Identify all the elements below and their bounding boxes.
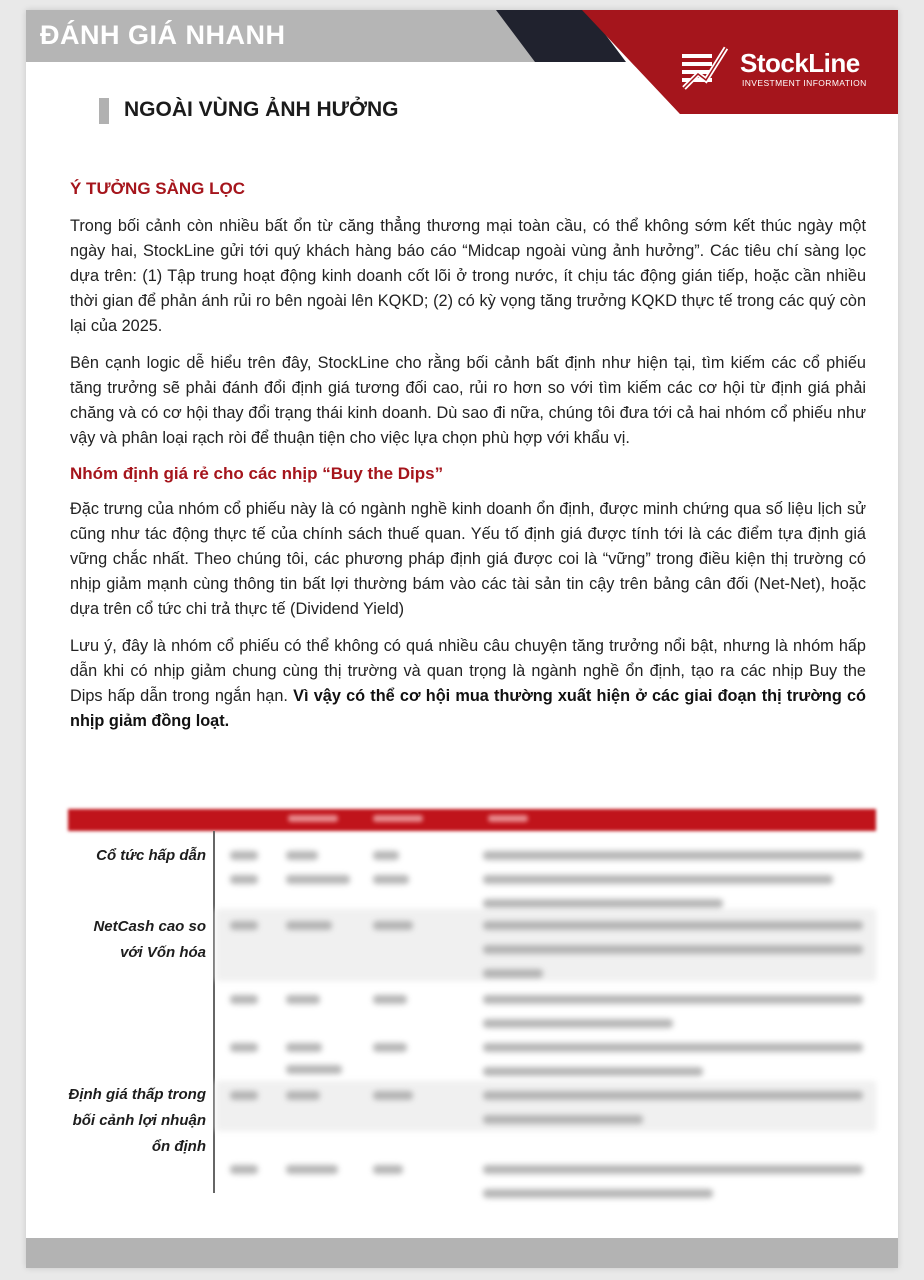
table-cell — [230, 1091, 258, 1100]
report-page — [26, 10, 898, 1268]
cheap-group-paragraph-2 — [70, 634, 866, 734]
table-cell — [286, 851, 318, 860]
table-cell — [373, 875, 409, 884]
table-cell — [286, 1043, 322, 1052]
idea-paragraph-2: Bên cạnh logic dễ hiểu trên đây, StockLine cho rằng bối cảnh bất định như hiện tại, tìm kiếm các cổ phiếu tăng trưởng sẽ phải đánh đổi định giá tương đối cao, rủi ro hơn so với tìm kiếm các cơ hội từ định giá phải chăng và có cơ hội thay đổi trạng thái kinh doanh. Dù sao đi nữa, chúng tôi đưa tới cả hai nhóm cổ phiếu như vậy và phân loại rạch ròi để thuận tiện cho việc lựa chọn phù hợp với khẩu vị. — [70, 354, 866, 447]
table-category-netcash: NetCash cao so với Vốn hóa — [93, 918, 206, 961]
table-cell — [483, 1067, 703, 1076]
table-cell — [373, 1091, 413, 1100]
idea-heading: Ý TƯỞNG SÀNG LỌC — [70, 179, 245, 198]
table-cell — [230, 921, 258, 930]
table-cell — [373, 851, 399, 860]
stockline-logo — [680, 44, 870, 94]
footer-bar — [26, 1238, 898, 1268]
table-cell — [286, 1065, 342, 1074]
table-cell — [286, 875, 350, 884]
table-cell — [230, 851, 258, 860]
table-header-cell — [488, 815, 528, 822]
table-category-dividend: Cổ tức hấp dẫn — [96, 847, 206, 864]
table-header-cell — [373, 815, 423, 822]
table-cell — [483, 921, 863, 930]
section-title: NGOÀI VÙNG ẢNH HƯỞNG — [124, 98, 399, 121]
table-cell — [483, 995, 863, 1004]
table-cell — [230, 875, 258, 884]
table-cell — [483, 875, 833, 884]
table-cell — [286, 921, 332, 930]
table-category-low-valuation: Định giá thấp trong bối cảnh lợi nhuận ổn định — [68, 1086, 206, 1155]
table-header — [68, 809, 876, 831]
table-cell — [373, 1165, 403, 1174]
logo-tagline: INVESTMENT INFORMATION — [742, 78, 867, 88]
logo-name: StockLine — [740, 48, 860, 78]
cheap-group-paragraph-1: Đặc trưng của nhóm cổ phiếu này là có ngành nghề kinh doanh ổn định, được minh chứng qua số liệu lịch sử cũng như tác động thực tế của chính sách thuế quan. Yếu tố định giá được tính tới là các điểm tựa định giá vững chắc nhất. Theo chúng tôi, các phương pháp định giá được coi là “vững” trong điều kiện thị trường có nhịp giảm mạnh cùng thông tin bất lợi thường bám vào các tài sản tin cậy trên bảng cân đối (Net-Net), hoặc dựa trên cổ tức chi trả thực tế (Dividend Yield) — [70, 500, 866, 618]
table-cell — [483, 1019, 673, 1028]
screening-table — [68, 809, 876, 1201]
table-cell — [483, 1091, 863, 1100]
cheap-group-paragraph-2-emphasis: Vì vậy có thể cơ hội mua thường xuất hiện ở các giai đoạn thị trường có nhịp giảm đồng loạt. — [70, 687, 867, 730]
table-cell — [373, 995, 407, 1004]
table-cell — [286, 1165, 338, 1174]
table-divider — [213, 831, 215, 1193]
table-cell — [483, 851, 863, 860]
idea-paragraph-1: Trong bối cảnh còn nhiều bất ổn từ căng thẳng thương mại toàn cầu, có thể không sớm kết thúc ngày một ngày hai, StockLine gửi tới quý khách hàng báo cáo “Midcap ngoài vùng ảnh hưởng”. Các tiêu chí sàng lọc dựa trên: (1) Tập trung hoạt động kinh doanh cốt lõi ở trong nước, ít chịu tác động gián tiếp, hoặc cần nhiều thời gian để phản ánh rủi ro bên ngoài lên KQKD; (2) có kỳ vọng tăng trưởng KQKD thực tế trong các quý còn lại của 2025. — [70, 217, 866, 335]
table-cell — [230, 995, 258, 1004]
table-cell — [230, 1165, 258, 1174]
report-body — [70, 178, 866, 734]
cheap-group-heading: Nhóm định giá rẻ cho các nhịp “Buy the Dips” — [70, 464, 444, 483]
table-cell — [373, 1043, 407, 1052]
table-cell — [483, 969, 543, 978]
table-cell — [230, 1043, 258, 1052]
section-marker — [99, 98, 109, 124]
table-cell — [483, 1043, 863, 1052]
table-header-cell — [288, 815, 338, 822]
table-cell — [373, 921, 413, 930]
cheap-group-paragraph-2-text: Lưu ý, đây là nhóm cổ phiếu có thể không có quá nhiều câu chuyện tăng trưởng nổi bật, nhưng là nhóm hấp dẫn khi có nhịp giảm chung cùng thị trường và quan trọng là ngành nghề ổn định, tạo ra các nhịp Buy the Dips hấp dẫn trong ngắn hạn. — [70, 637, 866, 705]
table-cell — [286, 995, 320, 1004]
header-band-title: ĐÁNH GIÁ NHANH — [40, 20, 286, 50]
table-cell — [483, 1189, 713, 1198]
table-cell — [483, 945, 863, 954]
table-cell — [483, 1115, 643, 1124]
table-cell — [483, 899, 723, 908]
table-cell — [483, 1165, 863, 1174]
table-cell — [286, 1091, 320, 1100]
stockline-chart-icon — [680, 44, 738, 94]
